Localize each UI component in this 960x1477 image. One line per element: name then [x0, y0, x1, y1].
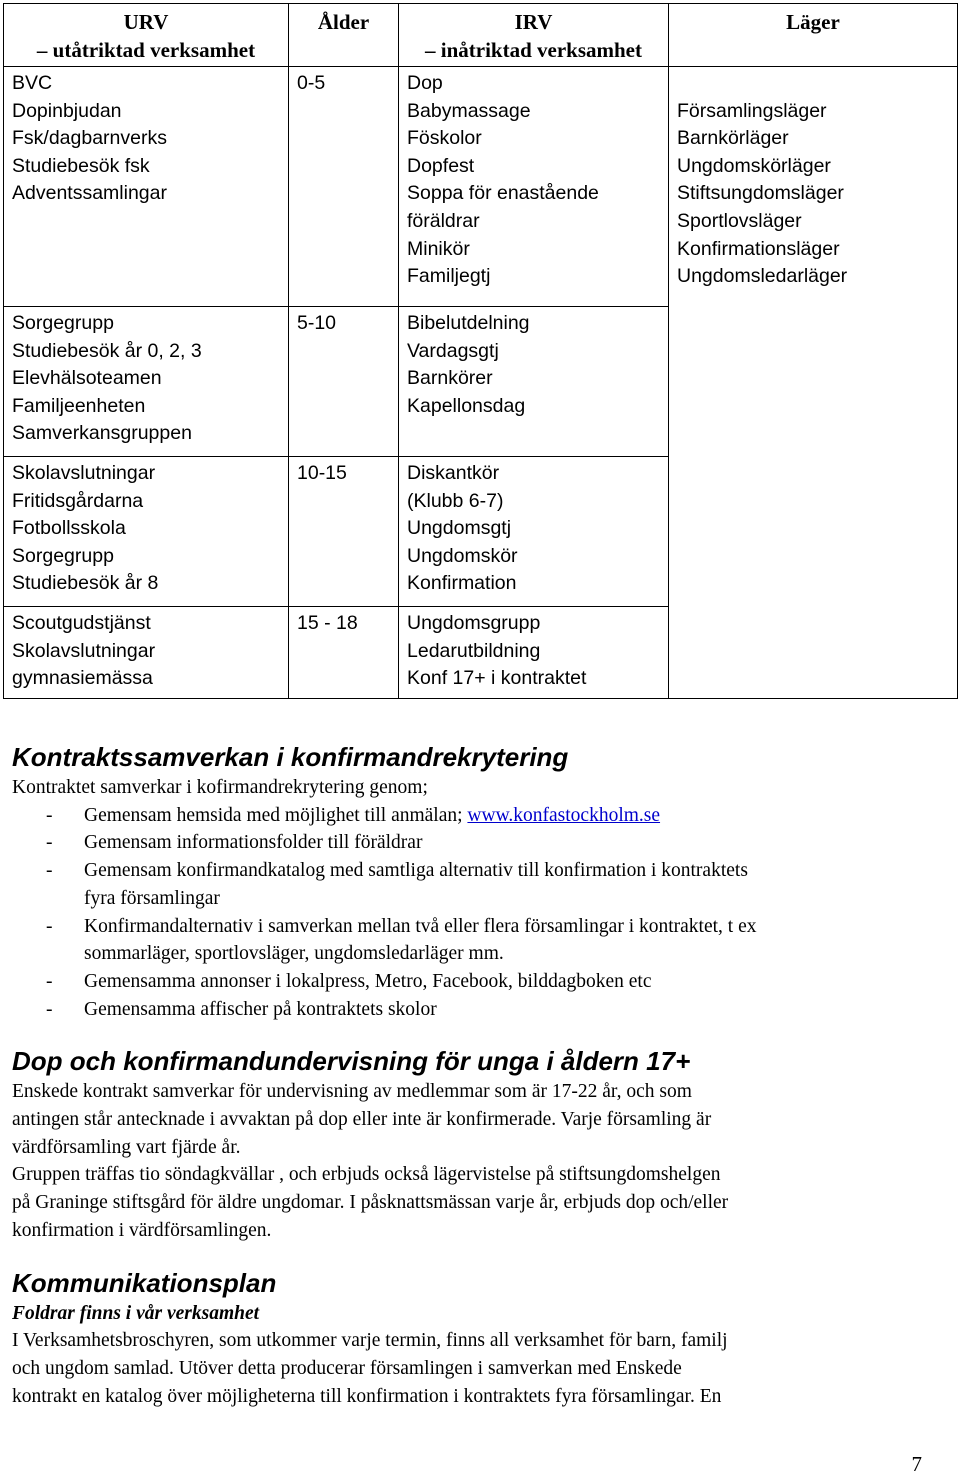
list-item: [12, 996, 942, 1024]
irv-cell: [399, 607, 669, 699]
irv-item: Minikör: [407, 237, 470, 260]
urv-item: Fsk/dagbarnverks: [12, 127, 167, 150]
camp-item: Stiftsungdomsläger: [677, 182, 844, 205]
irv-item: Bibelutdelning: [407, 312, 530, 334]
irv-item: Kapellonsdag: [407, 394, 526, 417]
list-item: [12, 829, 942, 857]
dash-bullet: -: [46, 860, 53, 882]
irv-item: Barnkörer: [407, 367, 493, 390]
paragraph-line: på Graninge stiftsgård för äldre ungdomar. I påsknattsmässan varje år, erbjuds dop och/eller: [12, 1192, 729, 1214]
header-camp: Läger: [669, 4, 958, 67]
irv-cell: [399, 307, 669, 457]
list-item: [12, 913, 942, 968]
header-urv-title: URV: [123, 10, 169, 34]
urv-cell: [4, 307, 289, 457]
header-irv-subtitle: – inåtriktad verksamhet: [425, 38, 642, 62]
list-item-text: fyra församlingar: [84, 887, 220, 909]
urv-item: Elevhälsoteamen: [12, 367, 162, 390]
urv-item: Scoutgudstjänst: [12, 612, 151, 634]
irv-cell: [399, 67, 669, 307]
irv-item: Ungdomskör: [407, 544, 518, 567]
age-cell: 15 - 18: [289, 607, 399, 699]
list-item: [12, 968, 942, 996]
irv-item: Ungdomsgrupp: [407, 612, 541, 634]
urv-item: Skolavslutningar: [12, 462, 156, 484]
communication-subheading: Foldrar finns i vår verksamhet: [12, 1302, 260, 1324]
urv-cell: [4, 457, 289, 607]
header-urv: [4, 4, 289, 67]
urv-item: Sorgegrupp: [12, 312, 114, 334]
irv-item: Ledarutbildning: [407, 639, 541, 662]
urv-item: Studiebesök år 0, 2, 3: [12, 339, 202, 362]
list-item: [12, 857, 942, 912]
website-link[interactable]: www.konfastockholm.se: [467, 804, 661, 826]
list-item-text: Gemensamma annonser i lokalpress, Metro, Facebook, bilddagboken etc: [84, 970, 652, 992]
paragraph-line: och ungdom samlad. Utöver detta producerar församlingen i samverkan med Enskede: [12, 1357, 682, 1379]
table-header-row: [4, 4, 958, 67]
urv-item: gymnasiemässa: [12, 667, 153, 690]
header-irv: [399, 4, 669, 67]
irv-item: Diskantkör: [407, 462, 500, 484]
camp-item: Ungdomsledarläger: [677, 265, 848, 288]
camp-item: Församlingsläger: [677, 99, 827, 122]
camp-item: Barnkörläger: [677, 127, 789, 150]
page-number: 7: [911, 1452, 922, 1476]
section-heading-communication: Kommunikationsplan: [12, 1267, 277, 1298]
urv-item: Fritidsgårdarna: [12, 489, 144, 512]
urv-item: Adventssamlingar: [12, 182, 167, 205]
dash-bullet: -: [46, 915, 53, 937]
urv-item: Samverkansgruppen: [12, 422, 192, 445]
irv-item: Soppa för enastående: [407, 182, 599, 205]
section-heading-recruitment: Kontraktssamverkan i konfirmandrekrytering: [12, 742, 569, 772]
activity-table: [3, 3, 958, 699]
irv-item: Föskolor: [407, 127, 482, 150]
camp-item: Sportlovsläger: [677, 209, 802, 232]
age-cell: 0-5: [289, 67, 399, 307]
urv-cell: [4, 607, 289, 699]
paragraph-line: Enskede kontrakt samverkar för undervisning av medlemmar som är 17-22 år, och som: [12, 1081, 692, 1103]
camp-item: [677, 70, 951, 98]
list-item: [12, 802, 942, 830]
list-item-text: Gemensamma affischer på kontraktets skolor: [84, 998, 437, 1020]
irv-item: (Klubb 6-7): [407, 489, 504, 512]
paragraph-line: I Verksamhetsbroschyren, som utkommer varje termin, finns all verksamhet för barn, familj: [12, 1330, 728, 1352]
urv-item: Studiebesök fsk: [12, 154, 150, 177]
dash-bullet: -: [46, 804, 53, 826]
list-item-text: Konfirmandalternativ i samverkan mellan två eller flera församlingar i kontraktet, t ex: [84, 915, 757, 937]
irv-item: föräldrar: [407, 209, 480, 232]
camp-item: Ungdomskörläger: [677, 154, 831, 177]
recruitment-intro: Kontraktet samverkar i kofirmandrekrytering genom;: [12, 777, 428, 798]
urv-item: Studiebesök år 8: [12, 572, 159, 595]
irv-item: Babymassage: [407, 99, 531, 122]
dash-bullet: -: [46, 970, 53, 992]
urv-item: Fotbollsskola: [12, 517, 126, 540]
urv-item: Sorgegrupp: [12, 544, 114, 567]
dash-bullet: -: [46, 998, 53, 1020]
list-item-text: sommarläger, sportlovsläger, ungdomsledarläger mm.: [84, 943, 504, 965]
paragraph-line: konfirmation i värdförsamlingen.: [12, 1219, 272, 1241]
list-item-text: Gemensam hemsida med möjlighet till anmälan;: [84, 804, 468, 826]
camp-cell: [669, 67, 958, 699]
document-body: [12, 740, 942, 1410]
camp-item: Konfirmationsläger: [677, 237, 840, 260]
irv-item: Ungdomsgtj: [407, 517, 512, 540]
dash-bullet: -: [46, 832, 53, 854]
urv-item: Familjeenheten: [12, 394, 146, 417]
age-cell: 10-15: [289, 457, 399, 607]
urv-item: Skolavslutningar: [12, 639, 156, 662]
section-heading-baptism: Dop och konfirmandundervisning för unga i åldern 17+: [12, 1046, 691, 1077]
urv-cell: [4, 67, 289, 307]
paragraph-line: Gruppen träffas tio söndagkvällar , och erbjuds också lägervistelse på stiftsungdomshelgen: [12, 1164, 721, 1186]
age-cell: 5-10: [289, 307, 399, 457]
header-urv-subtitle: – utåtriktad verksamhet: [36, 38, 256, 62]
header-age: Ålder: [289, 4, 399, 67]
irv-item: Familjegtj: [407, 265, 491, 288]
irv-cell: [399, 457, 669, 607]
paragraph-line: värdförsamling vart fjärde år.: [12, 1136, 241, 1158]
irv-item: Konfirmation: [407, 572, 517, 595]
paragraph-line: kontrakt en katalog över möjligheterna till konfirmation i kontraktets fyra församlingar. En: [12, 1385, 722, 1407]
communication-paragraph: [12, 1327, 942, 1410]
urv-item: BVC: [12, 72, 53, 94]
irv-item: Dopfest: [407, 154, 475, 177]
irv-item: Konf 17+ i kontraktet: [407, 667, 587, 690]
irv-item: Vardagsgtj: [407, 339, 499, 362]
baptism-paragraph: [12, 1078, 942, 1244]
list-item-text: Gemensam informationsfolder till föräldrar: [84, 832, 423, 854]
irv-item: Dop: [407, 72, 443, 94]
header-irv-title: IRV: [514, 10, 553, 34]
urv-item: Dopinbjudan: [12, 99, 122, 122]
list-item-text: Gemensam konfirmandkatalog med samtliga alternativ till konfirmation i kontraktets: [84, 860, 748, 882]
recruitment-list: [12, 802, 942, 1024]
paragraph-line: antingen står antecknade i avvaktan på dop eller inte är konfirmerade. Varje församling är: [12, 1109, 712, 1131]
table-row: [4, 67, 958, 307]
